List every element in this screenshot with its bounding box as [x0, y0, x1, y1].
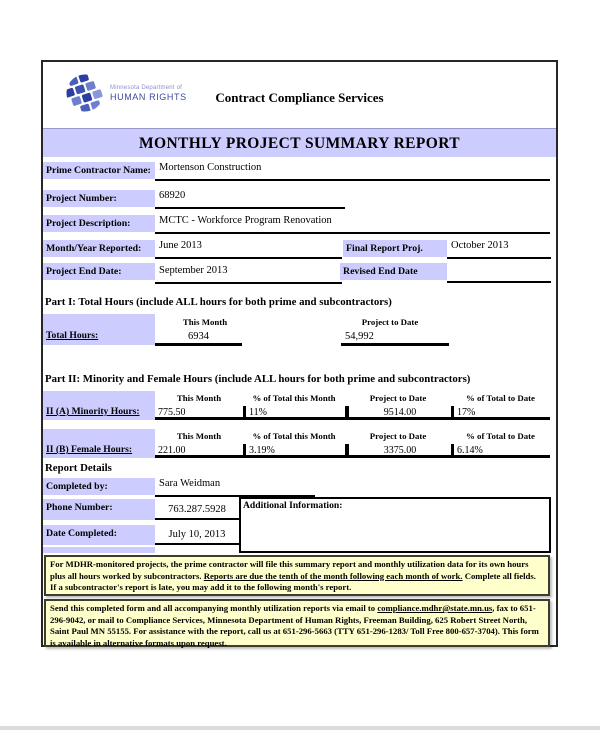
minority-values-row: [155, 406, 550, 420]
minority-pct-this-month-header: % of Total this Month: [252, 393, 336, 403]
compliance-email-link[interactable]: compliance.mdhr@state.mn.us: [377, 603, 493, 613]
project-number-label: Project Number:: [43, 190, 155, 207]
completed-by-label: Completed by:: [43, 478, 155, 495]
project-number-value: 68920: [155, 190, 345, 209]
female-this-month-value: 221.00: [158, 445, 186, 456]
part2-heading: Part II: Minority and Female Hours (include ALL hours for both prime and subcontractors): [45, 373, 471, 385]
report-title-banner: MONTHLY PROJECT SUMMARY REPORT: [43, 128, 556, 157]
part1-this-month-header: This Month: [182, 317, 228, 327]
total-hours-this-month: 6934: [155, 330, 242, 346]
filing-note-text-after: Complete all fields. If a subcontractor's report is late, you may add it to the following month's report.: [50, 570, 536, 593]
project-description-label: Project Description:: [43, 215, 155, 232]
date-completed-value: July 10, 2013: [155, 525, 239, 545]
total-hours-project-to-date: 54,992: [341, 330, 449, 346]
submission-note-text-before: Send this completed form and all accompanying monthly utilization reports via email to: [50, 603, 378, 613]
page-bottom-edge: [0, 726, 600, 730]
report-document: [41, 60, 558, 647]
revised-end-date-value: [447, 263, 551, 283]
document-title: Contract Compliance Services: [215, 90, 384, 105]
month-year-reported-value: June 2013: [155, 240, 342, 259]
project-description-value: MCTC - Workforce Program Renovation: [155, 215, 550, 234]
minority-pct-to-date-value: 17%: [451, 406, 550, 417]
phone-number-label: Phone Number:: [43, 499, 155, 520]
logo-agency-line: HUMAN RIGHTS: [110, 91, 187, 102]
additional-information-label: Additional Information:: [243, 500, 343, 511]
final-report-proj-label: Final Report Proj.: [343, 240, 447, 257]
minority-this-month-header: This Month: [176, 393, 222, 403]
filing-note-underlined: Reports are due the tenth of the month following each month of work.: [203, 570, 463, 581]
filing-note-text-before: For MDHR-monitored projects, the prime contractor will file this summary report and monthly utilization data for its own hours plus all hours worked by subcontractors.: [50, 559, 529, 581]
final-report-proj-value: October 2013: [447, 240, 551, 259]
filing-instructions-note: [44, 555, 550, 596]
details-spacer-cell: [43, 547, 155, 553]
female-pct-to-date-value: 6.14%: [451, 444, 550, 455]
date-completed-label: Date Completed:: [43, 525, 155, 545]
minority-project-to-date-value: 9514.00: [345, 406, 451, 417]
project-end-date-label: Project End Date:: [43, 263, 155, 280]
revised-end-date-label: Revised End Date: [340, 263, 447, 280]
completed-by-value: Sara Weidman: [155, 478, 315, 497]
female-this-month-header: This Month: [176, 431, 222, 441]
female-hours-label: II (B) Female Hours:: [46, 444, 133, 455]
minority-project-to-date-header: Project to Date: [369, 393, 427, 403]
submission-note-text-after: , fax to 651-296-9042, or mail to Compliance Services, Minnesota Department of Human Rights, Freeman Building, 625 Robert Street North, Saint Paul MN 55155. For assistance with the report, call us at 651-296-5663 (TTY 651-296-1283/ Toll Free 800-657-3704). This form is available in alternative formats upon request.: [50, 603, 539, 648]
project-end-date-value: September 2013: [155, 265, 342, 284]
minority-hours-label: II (A) Minority Hours:: [46, 406, 140, 417]
female-project-to-date-header: Project to Date: [369, 431, 427, 441]
month-year-reported-label: Month/Year Reported:: [43, 240, 155, 257]
additional-information-box: [239, 497, 551, 553]
female-pct-this-month-header: % of Total this Month: [252, 431, 336, 441]
logo-dept-line: Minnesota Department of: [110, 84, 182, 91]
minority-pct-this-month-value: 11%: [243, 406, 345, 417]
prime-contractor-value: Mortenson Construction: [155, 162, 550, 181]
female-pct-to-date-header: % of Total to Date: [466, 431, 535, 441]
minority-pct-to-date-header: % of Total to Date: [466, 393, 535, 403]
phone-number-value: 763.287.5928: [155, 499, 239, 520]
female-project-to-date-value: 3375.00: [345, 444, 451, 455]
part1-project-to-date-header: Project to Date: [361, 317, 419, 327]
female-pct-this-month-value: 3.19%: [243, 444, 345, 455]
prime-contractor-label: Prime Contractor Name:: [43, 162, 155, 179]
total-hours-label: Total Hours:: [46, 330, 99, 341]
submission-instructions-note: [44, 599, 550, 647]
part1-heading: Part I: Total Hours (include ALL hours for both prime and subcontractors): [45, 296, 392, 308]
minority-this-month-value: 775.50: [158, 407, 186, 418]
report-details-heading: Report Details: [45, 462, 112, 474]
female-values-row: [155, 444, 550, 458]
